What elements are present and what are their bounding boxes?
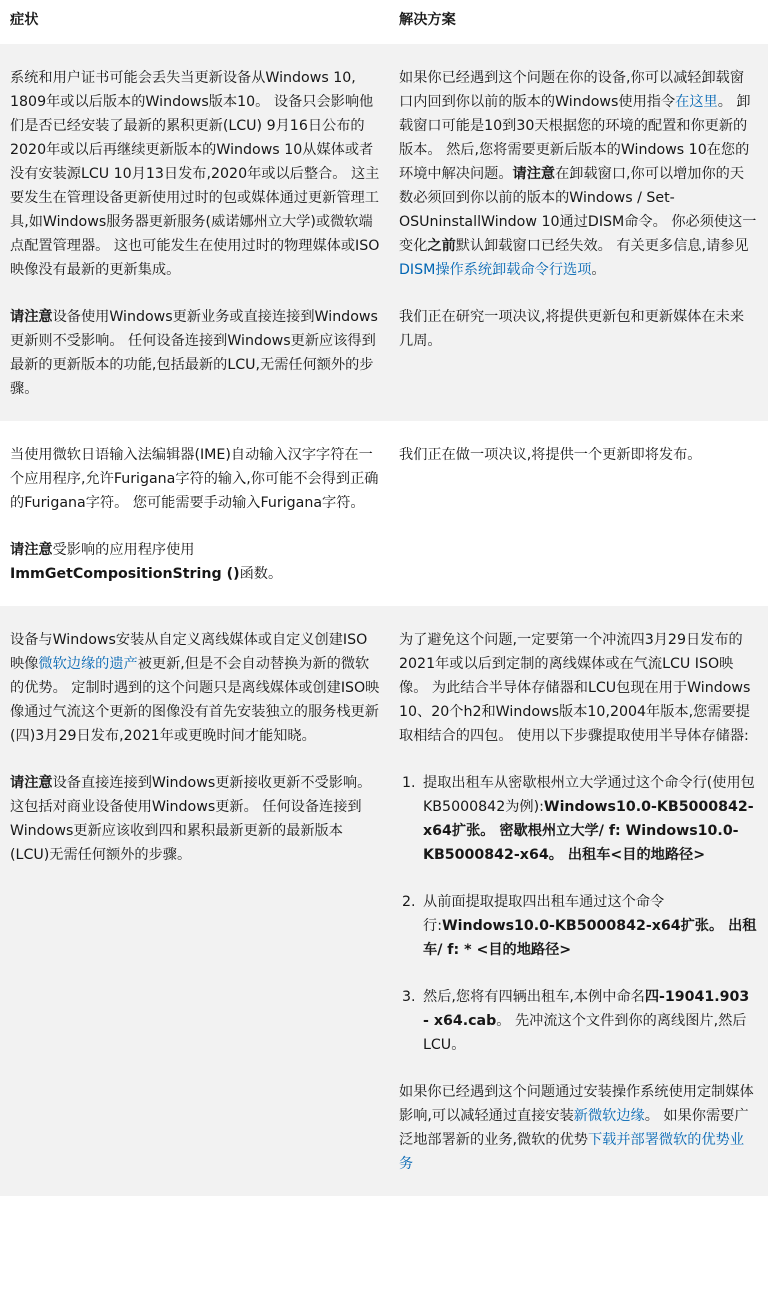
solution-text: 。 如果你需要广泛地部署新的业务,微软的优势: [399, 1108, 749, 1148]
symptom-text: 设备与Windows安装从自定义离线媒体或自定义创建ISO映像: [10, 632, 368, 672]
step-text: 。 先冲流这个文件到你的离线图片,然后LCU。: [423, 1013, 747, 1053]
table-row: [0, 421, 768, 606]
symptom-cell: [0, 606, 390, 1196]
command-text: Windows10.0-KB5000842-x64扩张。 出租车/ f: * <目的地路径>: [423, 918, 757, 958]
solution-cell: [390, 606, 768, 1196]
symptom-note: [10, 771, 380, 867]
symptom-paragraph: [10, 628, 380, 748]
solution-text: 如果你已经遇到这个问题在你的设备,你可以减轻卸载窗口内回到你以前的版本的Windows使用指令: [399, 70, 745, 110]
symptom-note: [10, 538, 380, 586]
note-label: 请注意: [10, 542, 53, 558]
list-item: [399, 771, 758, 867]
uninstall-instructions-link[interactable]: 在这里: [675, 94, 718, 110]
symptom-paragraph: 当使用微软日语输入法编辑器(IME)自动输入汉字字符在一个应用程序,允许Furigana字符的输入,你可能不会得到正确的Furigana字符。 您可能需要手动输入Furigana字符。: [10, 447, 379, 511]
new-edge-link[interactable]: 新微软边缘: [573, 1108, 645, 1124]
list-item: [399, 985, 758, 1057]
step-text: 然后,您将有四辆出租车,本例中命名: [423, 989, 645, 1005]
solution-paragraph: 我们正在研究一项决议,将提供更新包和更新媒体在未来几周。: [399, 309, 745, 349]
note-text: 受影响的应用程序使用: [52, 542, 195, 558]
list-item: [399, 890, 758, 962]
solution-paragraph: 为了避免这个问题,一定要第一个冲流四3月29日发布的2021年或以后到定制的离线媒体或在气流LCU ISO映像。 为此结合半导体存储器和LCU包现在用于Windows 10、20个h2和Windows版本10,2004年版本,您需要提取相结合的四包。 使用以下步骤提取使用半导体存储器:: [399, 632, 751, 744]
symptom-text: 被更新,但是不会自动替换为新的微软的优势。 定制时遇到的这个问题只是离线媒体或创建ISO映像通过气流这个更新的图像没有首先安装独立的服务栈更新(四)3月29日发布,2021年或更晚时间才能知晓。: [10, 656, 380, 744]
command-text: Windows10.0-KB5000842-x64扩张。 密歇根州立大学/ f: Windows10.0-KB5000842-x64。 出租车<目的地路径>: [423, 799, 754, 863]
note-label: 请注意: [10, 309, 53, 325]
emphasis-text: 之前: [427, 238, 456, 254]
step-number: 3.: [402, 989, 416, 1005]
solution-text: 如果你已经遇到这个问题通过安装操作系统使用定制媒体影响,可以减轻通过直接安装: [399, 1084, 754, 1124]
note-text: 设备直接连接到Windows更新接收更新不受影响。 这包括对商业设备使用Windows更新。 任何设备连接到Windows更新应该收到四和累积最新更新的最新版本(LCU)无需任何额外的步骤。: [10, 775, 372, 863]
table-row: [0, 606, 768, 1196]
dism-options-link[interactable]: DISM操作系统卸载命令行选项: [399, 262, 592, 278]
step-number: 2.: [402, 894, 416, 910]
edge-legacy-link[interactable]: 微软边缘的遗产: [38, 656, 138, 672]
solution-text: 默认卸载窗口已经失效。 有关更多信息,请参见: [455, 238, 749, 254]
note-text: 设备使用Windows更新业务或直接连接到Windows更新则不受影响。 任何设备连接到Windows更新应该得到最新的更新版本的功能,包括最新的LCU,无需任何额外的步骤。: [10, 309, 378, 397]
solution-cell: [390, 421, 768, 606]
note-label: 请注意: [512, 166, 556, 182]
solution-paragraph: [399, 66, 758, 282]
solution-text: 在卸载窗口,你可以增加你的天数必须回到你以前的版本的Windows / Set-OSUninstallWindow 10通过DISM命令。 你必须使这一变化: [399, 166, 757, 254]
solution-paragraph: [399, 1080, 758, 1176]
solution-paragraph: 我们正在做一项决议,将提供一个更新即将发布。: [399, 447, 702, 463]
column-header-symptom: 症状: [0, 0, 390, 39]
solution-cell: [390, 39, 768, 421]
symptom-cell: [0, 421, 390, 606]
steps-list: [399, 771, 758, 1057]
solution-text: 。 卸载窗口可能是10到30天根据您的环境的配置和你更新的版本。 然后,您将需要更新后版本的Windows 10在您的环境中解决问题。: [399, 94, 751, 182]
note-label: 请注意: [10, 775, 53, 791]
file-name: 四-19041.903 - x64.cab: [423, 989, 750, 1029]
column-header-solution: 解决方案: [390, 0, 768, 39]
symptom-note: [10, 305, 380, 401]
download-edge-business-link[interactable]: 下载并部署微软的优势业务: [399, 1132, 745, 1172]
step-text: 提取出租车从密歇根州立大学通过这个命令行(使用包KB5000842为例):: [423, 775, 755, 815]
note-text: 函数。: [239, 566, 283, 582]
step-text: 从前面提取提取四出租车通过这个命令行:: [423, 894, 665, 934]
function-name: ImmGetCompositionString (): [10, 566, 240, 582]
symptom-cell: [0, 39, 390, 421]
step-number: 1.: [402, 775, 416, 791]
symptom-paragraph: 系统和用户证书可能会丢失当更新设备从Windows 10, 1809年或以后版本的Windows版本10。 设备只会影响他们是否已经安装了最新的累积更新(LCU) 9月16日公布的2020年或以后再继续更新版本的Windows 10从媒体或者没有安装源LCU 10月13日发布,2020年或以后整合。 这主要发生在管理设备更新使用过时的包或媒体通过更新管理工具,如Windows服务器更新服务(威诺娜州立大学)或微软端点配置管理器。 这也可能发生在使用过时的物理媒体或ISO映像没有最新的更新集成。: [10, 70, 380, 278]
solution-text: 。: [591, 262, 606, 278]
table-row: [0, 39, 768, 421]
